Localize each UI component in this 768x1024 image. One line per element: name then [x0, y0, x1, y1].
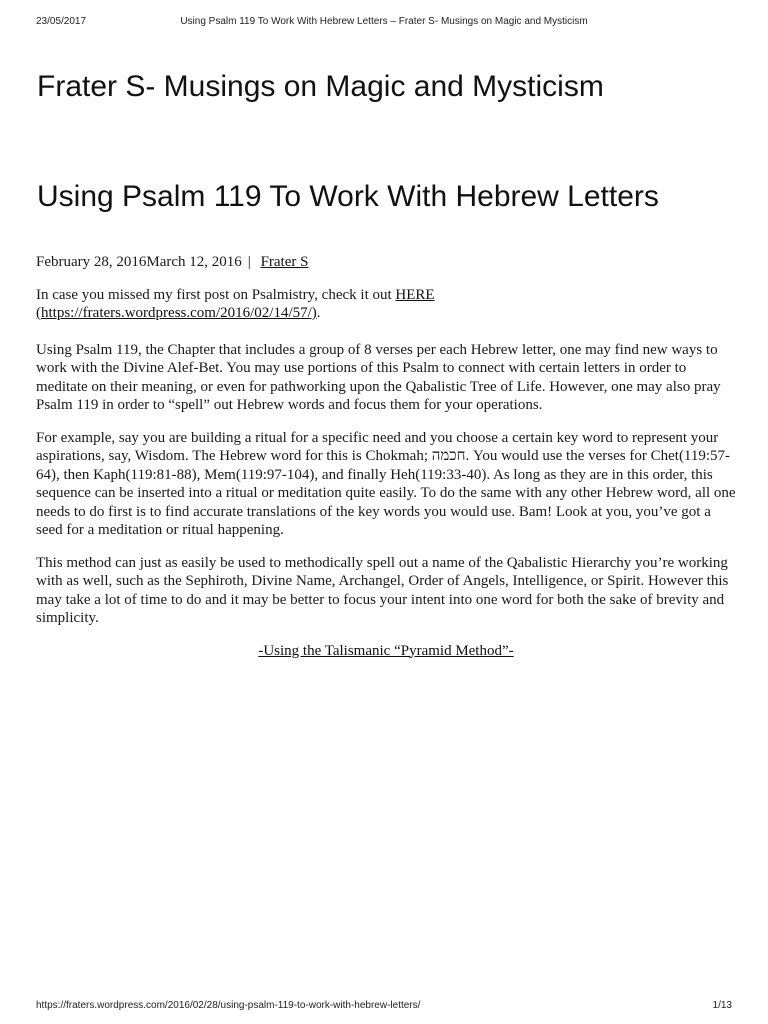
intro-text: In case you missed my first post on Psalmistry, check it out: [36, 286, 396, 303]
intro-paragraph: [36, 286, 736, 323]
print-header: [36, 16, 732, 30]
site-title[interactable]: Frater S- Musings on Magic and Mysticism: [37, 70, 604, 103]
print-page-number: 1/13: [712, 1000, 732, 1011]
pyramid-method-link[interactable]: -Using the Talismanic “Pyramid Method”-: [258, 642, 514, 659]
here-link[interactable]: HERE: [395, 286, 435, 303]
print-date: 23/05/2017: [36, 16, 87, 27]
author-link[interactable]: Frater S: [260, 254, 309, 270]
post-meta: [36, 253, 736, 272]
paragraph-2: For example, say you are building a ritual for a specific need and you choose a certain key word to represent your aspirations, say, Wisdom. The Hebrew word for this is Chokmah; חכמה. You would use the verses for Chet(119:57-64), then Kaph(119:81-88), Mem(119:97-104), and finally Heh(119:33-40). As long as they are in this order, this sequence can be inserted into a ritual or meditation quite easily. To do the same with any other Hebrew word, all one needs to do first is to find accurate translations of the key words you would use. Bam! Look at you, you’ve got a seed for a meditation or ritual happening.: [36, 429, 736, 538]
paragraph-1: Using Psalm 119, the Chapter that includes a group of 8 verses per each Hebrew letter, one may find new ways to work with the Divine Alef-Bet. You may use portions of this Psalm to connect with certain letters in order to meditate on their meaning, or even for pathworking upon the Qabalistic Tree of Life. However, one may also pray Psalm 119 in order to “spell” out Hebrew words and focus them for your operations.: [36, 341, 721, 413]
print-footer: [36, 1000, 732, 1014]
here-link-url[interactable]: (https://fraters.wordpress.com/2016/02/14/57/): [36, 305, 317, 321]
paragraph-3: This method can just as easily be used to methodically spell out a name of the Qabalistic Hierarchy you’re working with as well, such as the Sephiroth, Divine Name, Archangel, Order of Angels, Intelligence, or Spirit. However this may take a lot of time to do and it may be better to focus your intent into one word for both the sake of brevity and simplicity.: [36, 554, 729, 626]
intro-end: .: [316, 305, 321, 321]
post-dates[interactable]: February 28, 2016March 12, 2016: [36, 254, 242, 270]
post-title: Using Psalm 119 To Work With Hebrew Letters: [37, 180, 659, 213]
section-heading: [36, 642, 736, 661]
meta-separator: |: [247, 254, 251, 270]
post-content: [36, 253, 736, 674]
print-doc-title: Using Psalm 119 To Work With Hebrew Letters – Frater S- Musings on Magic and Mysticism: [180, 16, 588, 27]
print-url: https://fraters.wordpress.com/2016/02/28/using-psalm-119-to-work-with-hebrew-letters/: [36, 1000, 421, 1011]
